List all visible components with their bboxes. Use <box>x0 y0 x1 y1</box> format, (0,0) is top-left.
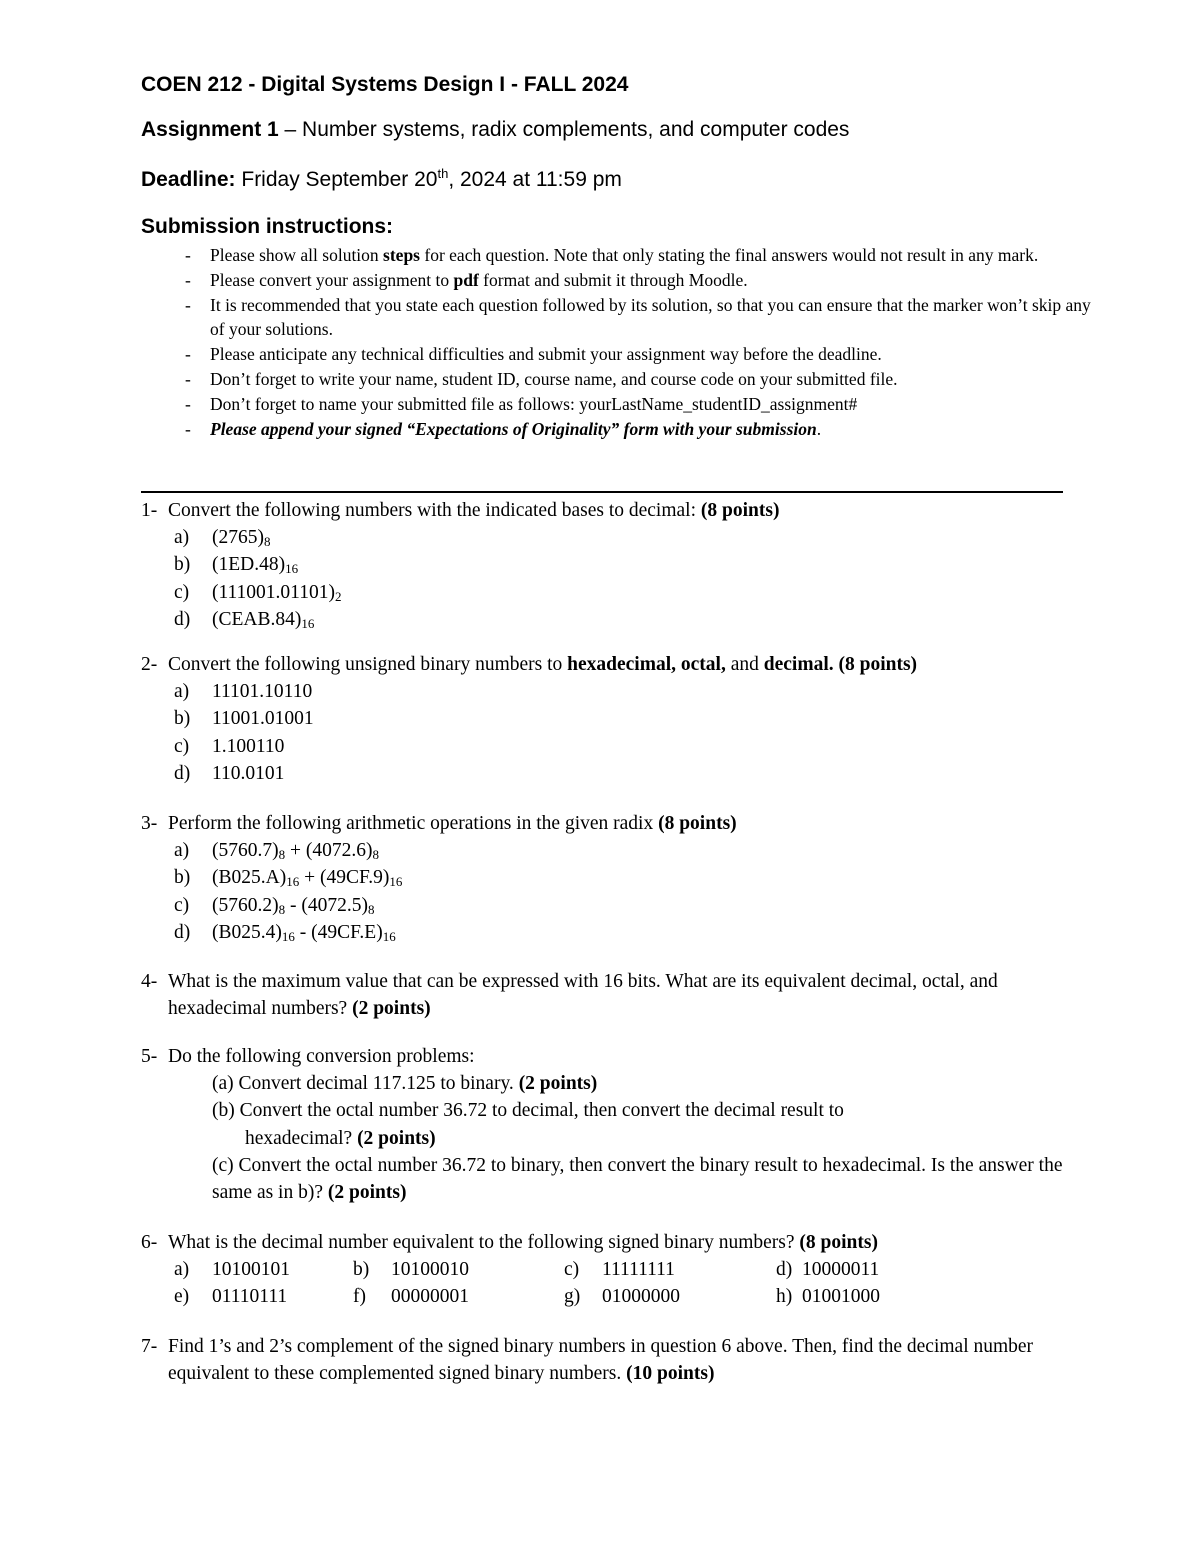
instruction-item: - Please show all solution steps for each question. Note that only stating the final answers would not result in any mark. <box>185 245 1039 265</box>
section-divider <box>141 491 1063 493</box>
submission-heading: Submission instructions: <box>141 215 394 238</box>
question-part: c) $(111001.01101)_2$ <box>174 581 342 604</box>
instruction-item: - Please convert your assignment to pdf format and submit it through Moodle. <box>185 269 748 290</box>
question-part: a) $(2765)_8$ <box>174 527 271 550</box>
question-text: What is the maximum value that can be expressed with 16 bits. What are its equivalent decimal, octal, and hexadecimal numbers? <box>168 971 998 1020</box>
question-5 <box>141 1043 1101 1206</box>
question-number: 4- <box>141 971 158 992</box>
question-text: What is the decimal number equivalent to the following signed binary numbers? <box>168 1232 800 1253</box>
deadline-label: Deadline: <box>141 168 236 191</box>
question-part: b) 11001.01001 <box>174 708 314 730</box>
question-points: (2 points) <box>352 998 431 1020</box>
deadline-date-suffix: th <box>437 166 449 181</box>
question-points: (8 points) <box>658 813 737 834</box>
instruction-item: - Don’t forget to name your submitted file as follows: yourLastName_studentID_assignment# <box>185 393 858 414</box>
course-title: COEN 212 - Digital Systems Design I - FALL 2024 <box>141 73 629 96</box>
question-part: (c) Convert the octal number 36.72 to binary, then convert the binary result to hexadecimal. Is the answer the same as in b)? (2 points) <box>212 1154 1063 1204</box>
question-text: Convert the following numbers with the indicated bases to decimal: <box>168 500 701 521</box>
deadline-date: Friday September 20 <box>235 168 438 191</box>
question-number: 1- <box>141 500 158 521</box>
question-part: c) $(5760.2)_8 - (4072.5)_8$ <box>174 894 375 917</box>
question-part: a) $(5760.7)_8 + (4072.6)_8$ <box>174 840 379 863</box>
question-text: Find 1’s and 2’s complement of the signed binary numbers in question 6 above. Then, find the decimal number equivalent to these complemented signed binary numbers. <box>168 1336 1034 1385</box>
question-number: 2- <box>141 654 158 675</box>
question-6 <box>141 1229 1101 1310</box>
question-number: 6- <box>141 1232 158 1253</box>
instruction-item: - Don’t forget to write your name, student ID, course name, and course code on your submitted file. <box>185 368 898 389</box>
question-points: (8 points) <box>838 654 918 675</box>
question-text: Do the following conversion problems: <box>168 1046 475 1067</box>
question-text: Perform the following arithmetic operations in the given radix <box>168 813 659 834</box>
deadline-line <box>141 161 622 193</box>
question-part: d) 110.0101 <box>174 762 285 784</box>
question-points: (8 points) <box>799 1232 878 1253</box>
deadline-time: , 2024 at 11:59 pm <box>448 168 622 191</box>
question-part: c) 1.100110 <box>174 735 285 757</box>
question-points: (10 points) <box>626 1363 715 1385</box>
question-part: d) $(CEAB.84)_{16}$ <box>174 608 315 631</box>
assignment-topic: – Number systems, radix complements, and computer codes <box>278 118 850 141</box>
question-number: 7- <box>141 1336 158 1357</box>
question-part: (a) Convert decimal 117.125 to binary. (2 points) <box>212 1073 598 1095</box>
instruction-list <box>141 243 1096 441</box>
question-part: (b) Convert the octal number 36.72 to decimal, then convert the decimal result to hexadecimal? (2 points) <box>212 1100 844 1149</box>
question-part: a) 11101.10110 <box>174 681 313 703</box>
question-4 <box>141 968 1101 1022</box>
question-points: (8 points) <box>700 500 780 521</box>
question-7 <box>141 1333 1101 1387</box>
question-part: b) $(1ED.48)_{16}$ <box>174 554 299 577</box>
question-1 <box>141 497 1101 633</box>
question-2: 2- Convert the following unsigned binary numbers to hexadecimal, octal, and decimal. (8 points) a) 11101.10110 b) 11001.01001 c) 1.100110 d) 110.0101 <box>141 651 1101 787</box>
assignment-line <box>141 117 849 143</box>
instruction-item: - Please append your signed “Expectations of Originality” form with your submission. <box>185 418 822 439</box>
question-number: 3- <box>141 813 158 834</box>
question-part: d) $(B025.4)_{16} - (49CF.E)_{16}$ <box>174 921 396 944</box>
binary-number-grid: a) 10100101 b) 10100010 c) 11111111 d) 10000011 e) 01110111 f) 00000001 g) 01000000 h) 01001000 <box>174 1259 880 1308</box>
question-number: 5- <box>141 1046 158 1067</box>
assignment-label: Assignment 1 <box>141 118 279 141</box>
instruction-item: - It is recommended that you state each question followed by its solution, so that you can ensure that the marker won’t skip any of your solutions. <box>185 294 1091 340</box>
instruction-item: - Please anticipate any technical difficulties and submit your assignment way before the deadline. <box>185 344 882 365</box>
question-part: b) $(B025.A)_{16} + (49CF.9)_{16}$ <box>174 867 403 890</box>
question-3 <box>141 810 1101 946</box>
